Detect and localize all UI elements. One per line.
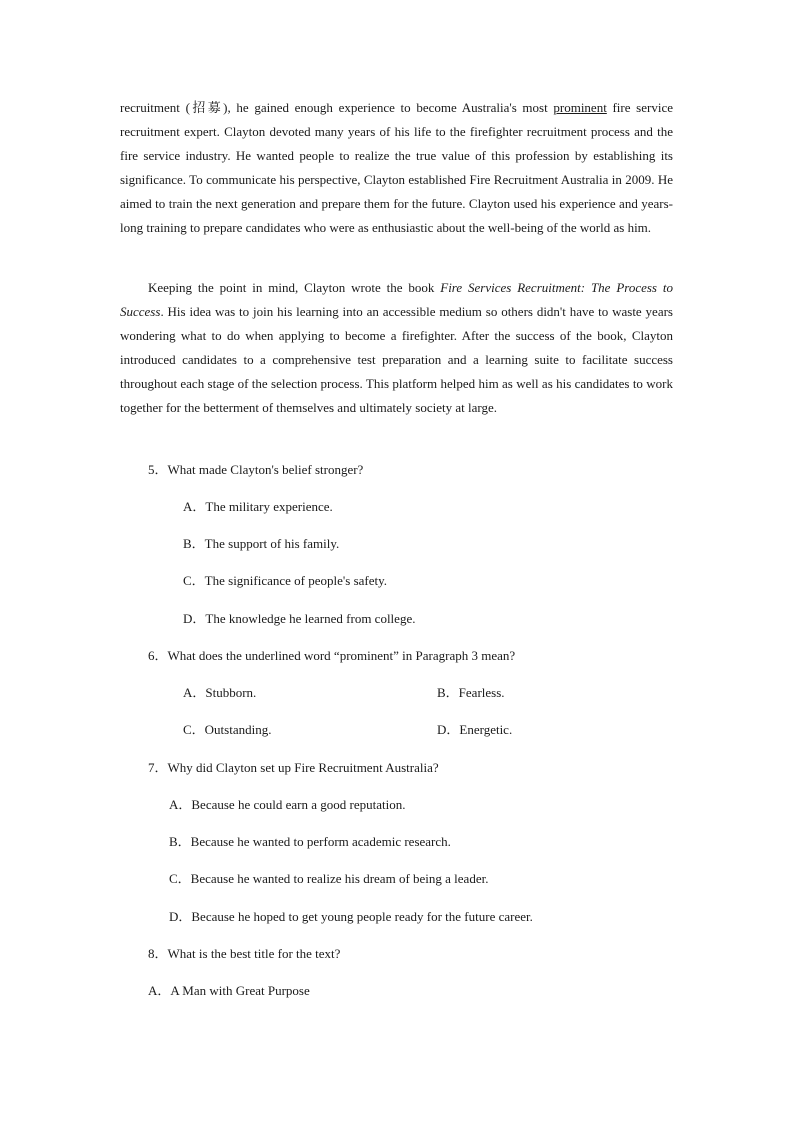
question-7-option-b[interactable]: B．Because he wanted to perform academic research.	[169, 834, 451, 849]
underlined-word-prominent: prominent	[553, 100, 607, 115]
question-5-option-d[interactable]: D．The knowledge he learned from college.	[183, 611, 416, 626]
question-5-option-b[interactable]: B．The support of his family.	[183, 536, 340, 551]
paragraph-1-text-start: recruitment (招募), he gained enough experience to become Australia's most	[120, 100, 554, 115]
question-6-stem: 6．What does the underlined word “prominent” in Paragraph 3 mean?	[148, 648, 516, 663]
question-6-option-d[interactable]: D．Energetic.	[437, 722, 513, 737]
question-6-option-a[interactable]: A．Stubborn.	[183, 685, 257, 700]
question-8-option-a[interactable]: A．A Man with Great Purpose	[148, 983, 310, 998]
book-title: Fire Services Recruitment: The Process to Success	[120, 280, 673, 319]
question-7-option-a[interactable]: A．Because he could earn a good reputation.	[169, 797, 406, 812]
question-5-option-a[interactable]: A．The military experience.	[183, 499, 333, 514]
question-7-option-d[interactable]: D．Because he hoped to get young people ready for the future career.	[169, 909, 533, 924]
paragraph-2	[120, 276, 673, 420]
question-7-stem: 7．Why did Clayton set up Fire Recruitment Australia?	[148, 760, 439, 775]
question-6-option-c[interactable]: C．Outstanding.	[183, 722, 272, 737]
question-5-option-c[interactable]: C．The significance of people's safety.	[183, 573, 388, 588]
question-8-stem: 8．What is the best title for the text?	[148, 946, 341, 961]
question-6-option-b[interactable]: B．Fearless.	[437, 685, 505, 700]
question-5-stem: 5．What made Clayton's belief stronger?	[148, 462, 364, 477]
paragraph-1-text-end: fire service recruitment expert. Clayton devoted many years of his life to the firefighter recruitment process and the fire service industry. He wanted people to realize the true value of this profession by establishing its significance. To communicate his perspective, Clayton established Fire Recruitment Australia in 2009. He aimed to train the next generation and prepare them for the future. Clayton used his experience and years-long training to prepare candidates who were as enthusiastic about the well-being of the world as him.	[120, 100, 673, 235]
question-7-option-c[interactable]: C．Because he wanted to realize his dream of being a leader.	[169, 871, 489, 886]
paragraph-1	[120, 96, 673, 240]
paragraph-2-text-start: Keeping the point in mind, Clayton wrote the book	[148, 280, 441, 295]
paragraph-2-text-end: . His idea was to join his learning into an accessible medium so others didn't have to waste years wondering what to do when applying to become a firefighter. After the success of the book, Clayton introduced candidates to a comprehensive test preparation and a learning suite to facilitate success throughout each stage of the selection process. This platform helped him as well as his candidates to work together for the betterment of themselves and ultimately society at large.	[120, 304, 673, 415]
